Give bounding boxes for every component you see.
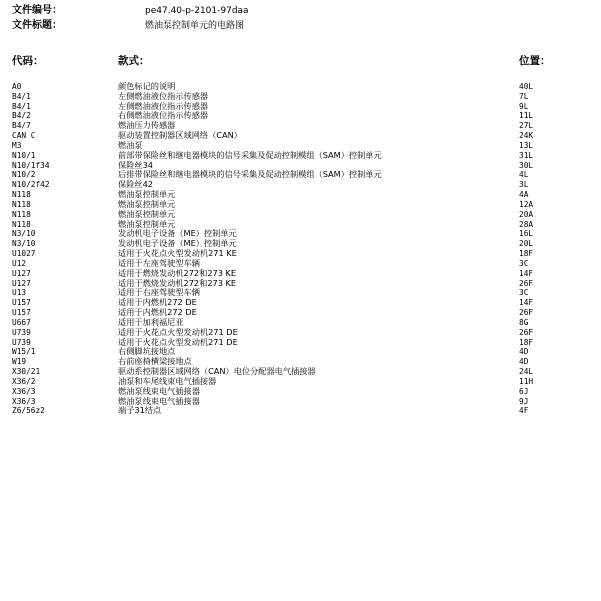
component-position: 4L bbox=[519, 170, 529, 180]
component-position: 26F bbox=[519, 308, 534, 318]
component-code: CAN C bbox=[12, 131, 36, 141]
component-position: 26F bbox=[519, 278, 534, 288]
component-name: 适用于内燃机272 DE bbox=[118, 297, 197, 308]
table-row bbox=[0, 367, 601, 377]
table-row bbox=[0, 406, 601, 416]
component-position: 13L bbox=[519, 140, 534, 150]
component-position: 27L bbox=[519, 121, 534, 131]
component-position: 28A bbox=[519, 219, 534, 229]
component-name: 端子31结点 bbox=[118, 405, 162, 416]
component-name: 适用于内燃机272 DE bbox=[118, 307, 197, 318]
table-row bbox=[0, 111, 601, 121]
component-code: X36/3 bbox=[12, 386, 36, 396]
component-position: 9L bbox=[519, 101, 529, 111]
table-row bbox=[0, 249, 601, 259]
component-code: U12 bbox=[12, 258, 27, 268]
component-name: 适用于火花点火型发动机271 KE bbox=[118, 248, 237, 259]
component-code: N3/10 bbox=[12, 239, 36, 249]
component-name: 前部带保险丝和继电器模块的信号采集及促动控制模组（SAM）控制单元 bbox=[118, 149, 382, 160]
table-row bbox=[0, 151, 601, 161]
component-code: U1027 bbox=[12, 249, 36, 259]
table-row bbox=[0, 308, 601, 318]
component-code: N118 bbox=[12, 190, 31, 200]
component-name: 适用于火花点火型发动机271 DE bbox=[118, 336, 238, 347]
component-code: U739 bbox=[12, 327, 31, 337]
component-code: N10/1 bbox=[12, 150, 36, 160]
component-name: 适用于加利福尼亚 bbox=[118, 316, 184, 327]
component-code: X36/2 bbox=[12, 376, 36, 386]
component-position: 20A bbox=[519, 209, 534, 219]
component-code: U13 bbox=[12, 288, 27, 298]
component-position: 18F bbox=[519, 337, 534, 347]
component-name: 后排带保险丝和继电器模块的信号采集及促动控制模组（SAM）控制单元 bbox=[118, 169, 382, 180]
table-row bbox=[0, 259, 601, 269]
table-row bbox=[0, 200, 601, 210]
component-position: 4D bbox=[519, 357, 529, 367]
table-row bbox=[0, 279, 601, 289]
component-name: 燃油泵控制单元 bbox=[118, 189, 176, 200]
component-position: 6J bbox=[519, 386, 529, 396]
component-position: 4F bbox=[519, 406, 529, 416]
component-name: 油泵和车尾线束电气插接器 bbox=[118, 375, 217, 386]
component-position: 31L bbox=[519, 150, 534, 160]
component-name: 适用于燃烧发动机272和273 KE bbox=[118, 277, 237, 288]
table-row bbox=[0, 102, 601, 112]
component-name: 保险丝34 bbox=[118, 159, 153, 170]
component-name: 适用于右座驾驶型车辆 bbox=[118, 287, 200, 298]
component-position: 12A bbox=[519, 199, 534, 209]
component-code: B4/1 bbox=[12, 91, 31, 101]
component-name: 右前座椅横梁接地点 bbox=[118, 356, 192, 367]
table-row bbox=[0, 318, 601, 328]
component-position: 24L bbox=[519, 367, 534, 377]
table-row bbox=[0, 338, 601, 348]
table-row bbox=[0, 82, 601, 92]
component-position: 11H bbox=[519, 376, 534, 386]
component-position: 24K bbox=[519, 131, 534, 141]
component-position: 3C bbox=[519, 258, 529, 268]
table-row bbox=[0, 92, 601, 102]
component-name: 发动机电子设备（ME）控制单元 bbox=[118, 228, 237, 239]
component-position: 26F bbox=[519, 327, 534, 337]
component-code: B4/2 bbox=[12, 111, 31, 121]
component-code: X36/3 bbox=[12, 396, 36, 406]
table-row bbox=[0, 298, 601, 308]
component-code: U127 bbox=[12, 278, 31, 288]
table-row bbox=[0, 288, 601, 298]
component-code: W19 bbox=[12, 357, 27, 367]
component-name: 燃油泵控制单元 bbox=[118, 208, 176, 219]
document-title-value: 燃油泵控制单元的电路图 bbox=[145, 21, 245, 31]
component-position: 40L bbox=[519, 82, 534, 91]
component-position: 9J bbox=[519, 396, 529, 406]
document-number-label: 文件编号： bbox=[12, 5, 62, 16]
component-code: U127 bbox=[12, 268, 31, 278]
table-row bbox=[0, 131, 601, 141]
component-name: 燃油泵线束电气插接器 bbox=[118, 395, 200, 406]
table-row bbox=[0, 210, 601, 220]
document-title-label: 文件标题： bbox=[12, 20, 62, 31]
component-code: U667 bbox=[12, 317, 31, 327]
component-name: 右侧脚坑接地点 bbox=[118, 346, 176, 357]
component-code: X30/21 bbox=[12, 367, 41, 377]
component-position: 14F bbox=[519, 268, 534, 278]
component-name: 燃油泵 bbox=[118, 139, 143, 150]
component-code: N10/2 bbox=[12, 170, 36, 180]
component-name: 发动机电子设备（ME）控制单元 bbox=[118, 238, 237, 249]
component-name: 适用于左座驾驶型车辆 bbox=[118, 257, 200, 268]
component-code: N118 bbox=[12, 209, 31, 219]
table-row bbox=[0, 229, 601, 239]
component-position: 14F bbox=[519, 298, 534, 308]
table-row bbox=[0, 397, 601, 407]
position-column-header: 位置： bbox=[519, 55, 551, 67]
component-position: 3L bbox=[519, 180, 529, 190]
component-code: N10/2f42 bbox=[12, 180, 50, 190]
table-row bbox=[0, 347, 601, 357]
component-code: N10/1f34 bbox=[12, 160, 50, 170]
component-name: 适用于燃烧发动机272和273 KE bbox=[118, 267, 237, 278]
component-position: 8G bbox=[519, 317, 529, 327]
component-name: 左侧燃油液位指示传感器 bbox=[118, 90, 209, 101]
component-position: 11L bbox=[519, 111, 534, 121]
component-code: B4/1 bbox=[12, 101, 31, 111]
table-row bbox=[0, 121, 601, 131]
component-table bbox=[0, 82, 601, 416]
component-code: U157 bbox=[12, 308, 31, 318]
document-number-value: pe47.40-p-2101-97daa bbox=[145, 6, 249, 16]
component-code: M3 bbox=[12, 140, 22, 150]
component-code: N3/10 bbox=[12, 229, 36, 239]
component-position: 4A bbox=[519, 190, 529, 200]
component-code: W15/1 bbox=[12, 347, 36, 357]
component-name: 燃油泵控制单元 bbox=[118, 198, 176, 209]
component-position: 16L bbox=[519, 229, 534, 239]
component-name: 颜色标记的说明 bbox=[118, 81, 176, 91]
component-name: 燃油泵线束电气插接器 bbox=[118, 385, 200, 396]
component-code: B4/7 bbox=[12, 121, 31, 131]
component-position: 7L bbox=[519, 91, 529, 101]
component-code: N118 bbox=[12, 199, 31, 209]
component-position: 30L bbox=[519, 160, 534, 170]
table-row bbox=[0, 220, 601, 230]
table-row bbox=[0, 180, 601, 190]
component-name: 驱动系控制器区域网络（CAN）电位分配器电气插接器 bbox=[118, 366, 316, 377]
table-row bbox=[0, 170, 601, 180]
name-column-header: 款式： bbox=[118, 55, 150, 67]
component-position: 18F bbox=[519, 249, 534, 259]
table-row bbox=[0, 269, 601, 279]
component-code: U157 bbox=[12, 298, 31, 308]
table-row bbox=[0, 377, 601, 387]
component-code: Z6/56z2 bbox=[12, 406, 45, 416]
code-column-header: 代码： bbox=[12, 55, 44, 67]
component-code: A0 bbox=[12, 82, 22, 91]
component-code: U739 bbox=[12, 337, 31, 347]
table-row bbox=[0, 328, 601, 338]
table-row bbox=[0, 387, 601, 397]
table-row bbox=[0, 239, 601, 249]
component-name: 适用于火花点火型发动机271 DE bbox=[118, 326, 238, 337]
component-position: 4D bbox=[519, 347, 529, 357]
component-code: N118 bbox=[12, 219, 31, 229]
component-name: 驱动装置控制器区域网络（CAN） bbox=[118, 130, 242, 141]
component-name: 左侧燃油液位指示传感器 bbox=[118, 100, 209, 111]
component-position: 3C bbox=[519, 288, 529, 298]
component-name: 燃油压力传感器 bbox=[118, 120, 176, 131]
table-row bbox=[0, 190, 601, 200]
component-name: 燃油泵控制单元 bbox=[118, 218, 176, 229]
component-name: 右侧燃油液位指示传感器 bbox=[118, 110, 209, 121]
component-name: 保险丝42 bbox=[118, 179, 153, 190]
component-position: 20L bbox=[519, 239, 534, 249]
